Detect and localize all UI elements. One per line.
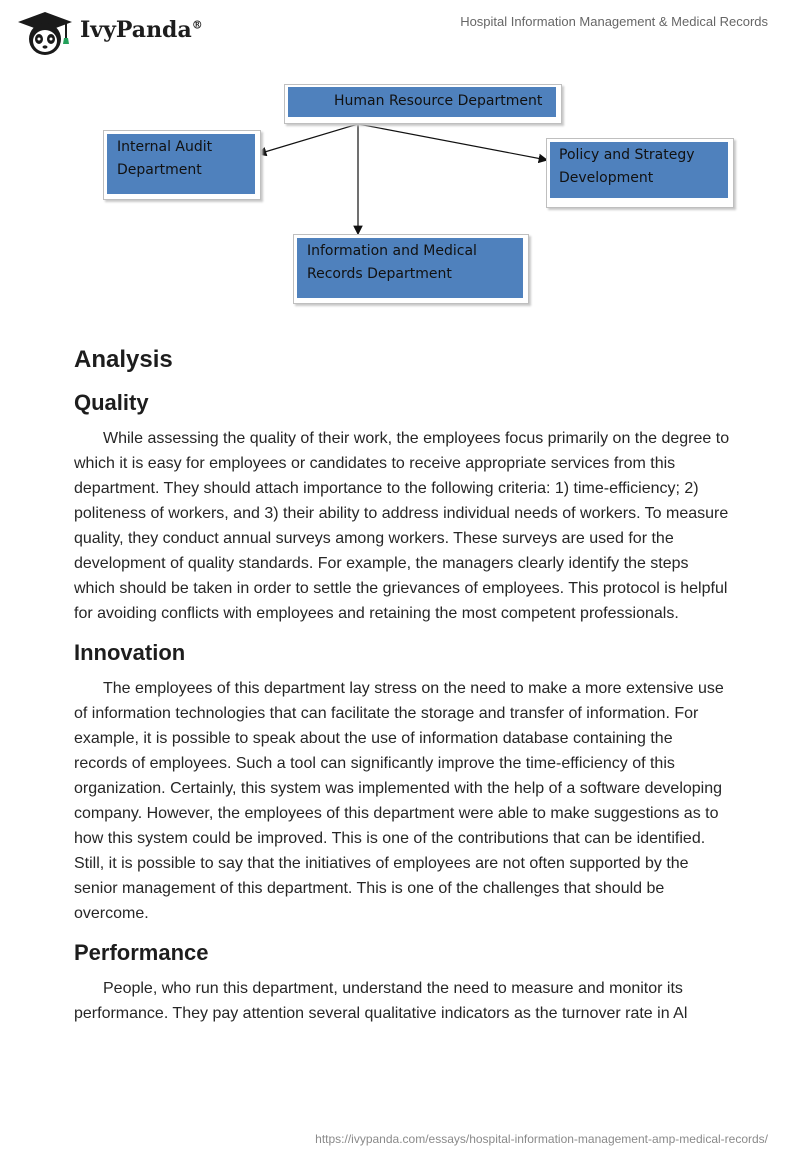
page-header bbox=[0, 0, 800, 60]
panda-logo-icon[interactable] bbox=[14, 8, 76, 58]
medical-records-box: Information and Medical Records Department bbox=[297, 238, 523, 298]
internal-audit-box: Internal Audit Department bbox=[107, 134, 255, 194]
human-resource-box: Human Resource Department bbox=[288, 87, 556, 117]
quality-heading: Quality bbox=[74, 390, 149, 415]
performance-heading: Performance bbox=[74, 940, 209, 965]
quality-paragraph: While assessing the quality of their work, the employees focus primarily on the degree to which it is easy for employees or candidates to receive appropriate services from this department. They should attach importance to the following criteria: 1) time-efficiency; 2) politeness of workers, and 3) their ability to address individual needs of workers. To measure quality, they conduct annual surveys among workers. These surveys are used for the development of quality standards. For example, the managers clearly identify the steps which should be taken in order to settle the grievances of employees. This protocol is helpful for avoiding conflicts with employees and retaining the most competent professionals. bbox=[74, 430, 730, 622]
brand-name[interactable]: IvyPanda® bbox=[80, 17, 203, 43]
document-title: Hospital Information Management & Medical Records bbox=[460, 14, 768, 29]
source-url[interactable]: https://ivypanda.com/essays/hospital-information-management-amp-medical-records/ bbox=[315, 1132, 768, 1146]
policy-strategy-box: Policy and Strategy Development bbox=[550, 142, 728, 198]
performance-paragraph: People, who run this department, understand the need to measure and monitor its performance. They pay attention several qualitative indicators as the turnover rate in Al bbox=[74, 980, 688, 1022]
org-chart-diagram bbox=[0, 80, 800, 310]
section-title: Analysis bbox=[74, 346, 173, 373]
article-body bbox=[74, 340, 730, 1040]
innovation-heading: Innovation bbox=[74, 640, 186, 665]
innovation-paragraph: The employees of this department lay stress on the need to make a more extensive use of information technologies that can facilitate the storage and transfer of information. For example, it is possible to speak about the use of information database containing the records of employees. Such a tool can significantly improve the time-efficiency of this organization. Certainly, this system was implemented with the help of a software developing company. However, the employees of this department were able to make suggestions as to how this system could be improved. This is one of the contributions that can be identified. Still, it is possible to say that the initiatives of employees are not often supported by the senior management of this department. This is one of the challenges that should be overcome. bbox=[74, 680, 724, 922]
